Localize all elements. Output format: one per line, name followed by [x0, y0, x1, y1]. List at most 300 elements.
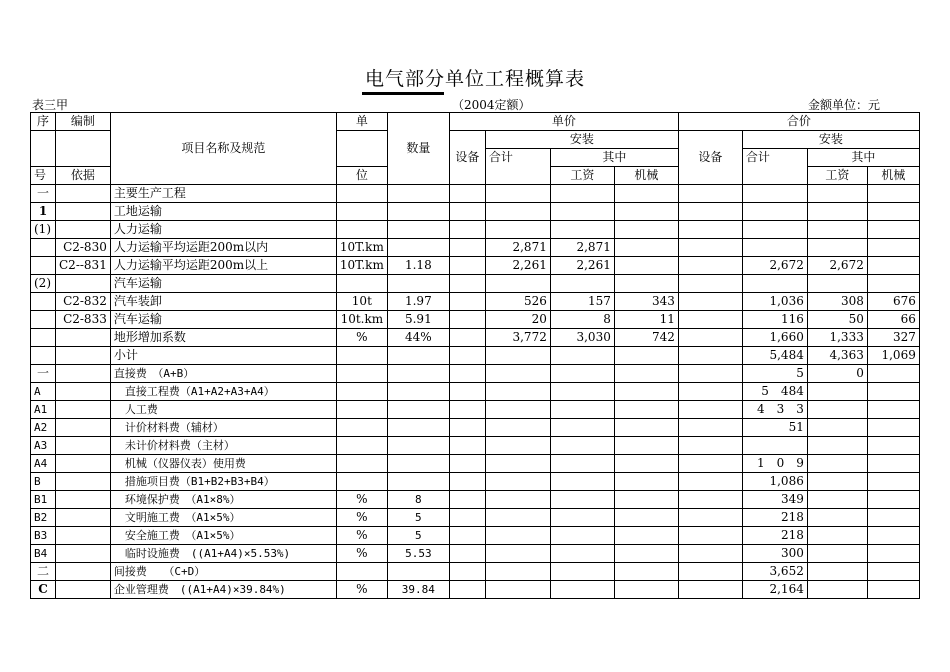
- cell-tm: [867, 455, 919, 473]
- cell-ut: [485, 365, 550, 383]
- cell-seq: [31, 347, 56, 365]
- cell-qty: [387, 365, 449, 383]
- cell-uw: [550, 221, 614, 239]
- cell-tt: 4 3 3: [742, 401, 807, 419]
- cell-basis: [56, 185, 111, 203]
- cell-seq: [31, 239, 56, 257]
- cell-tt: 2,672: [742, 257, 807, 275]
- cell-tm: 66: [867, 311, 919, 329]
- cell-ut: [485, 437, 550, 455]
- cell-ut: [485, 527, 550, 545]
- cell-tt: 349: [742, 491, 807, 509]
- cell-uw: [550, 347, 614, 365]
- cell-name: 主要生产工程: [110, 185, 336, 203]
- cell-seq: B3: [31, 527, 56, 545]
- cell-ue: [449, 239, 485, 257]
- cell-tm: [867, 563, 919, 581]
- cell-basis: [56, 383, 111, 401]
- cell-te: [678, 491, 742, 509]
- cell-uw: [550, 185, 614, 203]
- cell-tw: [807, 419, 867, 437]
- table-row: [31, 509, 920, 527]
- header-unit-equipment: 设备: [449, 131, 485, 185]
- cell-tt: [742, 239, 807, 257]
- cell-tw: [807, 383, 867, 401]
- cell-tw: [807, 545, 867, 563]
- cell-tw: [807, 239, 867, 257]
- cell-qty: 5.91: [387, 311, 449, 329]
- cell-qty: [387, 239, 449, 257]
- cell-name: 人工费: [110, 401, 336, 419]
- cell-um: [614, 545, 678, 563]
- cell-qty: [387, 203, 449, 221]
- cell-ue: [449, 257, 485, 275]
- table-row: [31, 365, 920, 383]
- cell-tm: [867, 203, 919, 221]
- table-row: [31, 563, 920, 581]
- cell-tt: [742, 437, 807, 455]
- cell-te: [678, 473, 742, 491]
- cell-tw: [807, 581, 867, 599]
- cell-unit: [336, 203, 387, 221]
- cell-um: [614, 239, 678, 257]
- cell-uw: [550, 437, 614, 455]
- table-row: [31, 221, 920, 239]
- cell-tw: [807, 455, 867, 473]
- cell-ue: [449, 545, 485, 563]
- header-unit-subtotal: 合计: [485, 149, 550, 185]
- cell-name: 小计: [110, 347, 336, 365]
- cell-tw: 0: [807, 365, 867, 383]
- cell-ue: [449, 329, 485, 347]
- cell-ut: [485, 509, 550, 527]
- header-unit-price: 单价: [449, 113, 678, 131]
- cell-ue: [449, 221, 485, 239]
- cell-basis: [56, 527, 111, 545]
- cell-tw: [807, 509, 867, 527]
- cell-te: [678, 455, 742, 473]
- cell-um: [614, 221, 678, 239]
- cell-uw: [550, 509, 614, 527]
- cell-tw: [807, 221, 867, 239]
- cell-uw: [550, 455, 614, 473]
- cell-unit: [336, 365, 387, 383]
- cell-seq: 一: [31, 185, 56, 203]
- cell-tm: [867, 257, 919, 275]
- cell-tm: [867, 437, 919, 455]
- cell-ue: [449, 473, 485, 491]
- quota-year: （2004定额）: [452, 98, 531, 112]
- cell-um: [614, 581, 678, 599]
- cell-tw: [807, 437, 867, 455]
- cell-tm: [867, 383, 919, 401]
- cell-te: [678, 419, 742, 437]
- table-row: [31, 437, 920, 455]
- cell-unit: 10T.km: [336, 239, 387, 257]
- cell-ue: [449, 419, 485, 437]
- cell-qty: [387, 347, 449, 365]
- cell-ue: [449, 275, 485, 293]
- cell-tt: [742, 221, 807, 239]
- table-row: [31, 293, 920, 311]
- cell-seq: B: [31, 473, 56, 491]
- header-basis: 编制: [56, 113, 111, 131]
- cell-name: 临时设施费 ((A1+A4)×5.53%): [110, 545, 336, 563]
- cell-um: [614, 419, 678, 437]
- cell-uw: 2,871: [550, 239, 614, 257]
- cell-um: [614, 347, 678, 365]
- cell-um: [614, 473, 678, 491]
- table-row: [31, 329, 920, 347]
- cell-name: 未计价材料费（主材）: [110, 437, 336, 455]
- cell-basis: [56, 365, 111, 383]
- cell-ue: [449, 491, 485, 509]
- cell-um: [614, 563, 678, 581]
- cell-qty: [387, 563, 449, 581]
- cell-qty: [387, 419, 449, 437]
- cell-seq: B1: [31, 491, 56, 509]
- cell-qty: 1.18: [387, 257, 449, 275]
- cell-te: [678, 509, 742, 527]
- cell-qty: [387, 455, 449, 473]
- cell-unit: %: [336, 509, 387, 527]
- cell-te: [678, 203, 742, 221]
- cell-unit: 10T.km: [336, 257, 387, 275]
- cell-tt: [742, 203, 807, 221]
- cell-seq: B4: [31, 545, 56, 563]
- cell-tw: 1,333: [807, 329, 867, 347]
- cell-qty: [387, 185, 449, 203]
- cell-unit: [336, 455, 387, 473]
- cell-ue: [449, 563, 485, 581]
- cell-te: [678, 347, 742, 365]
- cell-tt: [742, 275, 807, 293]
- header-total-equipment: 设备: [678, 131, 742, 185]
- cell-seq: (1): [31, 221, 56, 239]
- cell-tw: [807, 203, 867, 221]
- table-code: 表三甲: [32, 98, 69, 112]
- cell-ue: [449, 185, 485, 203]
- cell-qty: [387, 383, 449, 401]
- cell-basis: [56, 347, 111, 365]
- cell-name: 汽车装卸: [110, 293, 336, 311]
- cell-ue: [449, 293, 485, 311]
- cell-tm: [867, 491, 919, 509]
- header-unit-bottom: 位: [336, 167, 387, 185]
- cell-basis: [56, 455, 111, 473]
- cell-name: 人力运输平均运距200m以上: [110, 257, 336, 275]
- cell-name: 汽车运输: [110, 275, 336, 293]
- cell-te: [678, 275, 742, 293]
- cell-ut: [485, 545, 550, 563]
- cell-tt: 1,086: [742, 473, 807, 491]
- cell-seq: 二: [31, 563, 56, 581]
- cell-basis: [56, 581, 111, 599]
- cell-qty: 39.84: [387, 581, 449, 599]
- cell-te: [678, 329, 742, 347]
- cell-tw: [807, 275, 867, 293]
- cell-unit: [336, 419, 387, 437]
- header-total-subtotal: 合计: [742, 149, 807, 185]
- cell-tt: 218: [742, 509, 807, 527]
- cell-te: [678, 365, 742, 383]
- cell-name: 环境保护费 （A1×8%）: [110, 491, 336, 509]
- cell-uw: [550, 365, 614, 383]
- cell-tw: [807, 491, 867, 509]
- cell-uw: [550, 473, 614, 491]
- cell-unit: %: [336, 545, 387, 563]
- table-row: [31, 275, 920, 293]
- cell-seq: (2): [31, 275, 56, 293]
- table-row: [31, 473, 920, 491]
- cell-seq: A1: [31, 401, 56, 419]
- cell-qty: 5: [387, 527, 449, 545]
- cell-basis: [56, 473, 111, 491]
- cell-um: [614, 401, 678, 419]
- cell-ut: [485, 221, 550, 239]
- cell-um: [614, 185, 678, 203]
- estimate-table: [30, 112, 920, 599]
- cell-tt: 2,164: [742, 581, 807, 599]
- cell-ut: 2,261: [485, 257, 550, 275]
- cell-um: 11: [614, 311, 678, 329]
- cell-tw: 4,363: [807, 347, 867, 365]
- cell-ut: [485, 419, 550, 437]
- cell-name: 人力运输: [110, 221, 336, 239]
- cell-unit: [336, 563, 387, 581]
- cell-basis: [56, 221, 111, 239]
- cell-tt: 218: [742, 527, 807, 545]
- cell-qty: [387, 221, 449, 239]
- header-total-wage: 工资: [807, 167, 867, 185]
- header-seq: 序: [31, 113, 56, 131]
- cell-ut: 3,772: [485, 329, 550, 347]
- cell-uw: 8: [550, 311, 614, 329]
- cell-unit: %: [336, 329, 387, 347]
- cell-basis: [56, 419, 111, 437]
- cell-qty: [387, 401, 449, 419]
- cell-te: [678, 545, 742, 563]
- cell-um: [614, 203, 678, 221]
- cell-tm: 327: [867, 329, 919, 347]
- cell-seq: [31, 311, 56, 329]
- cell-uw: 2,261: [550, 257, 614, 275]
- cell-basis: C2--831: [56, 257, 111, 275]
- table-row: [31, 419, 920, 437]
- cell-qty: [387, 275, 449, 293]
- cell-unit: [336, 437, 387, 455]
- cell-seq: A4: [31, 455, 56, 473]
- cell-unit: %: [336, 581, 387, 599]
- cell-ut: 526: [485, 293, 550, 311]
- cell-qty: 44%: [387, 329, 449, 347]
- cell-basis: [56, 437, 111, 455]
- header-qty: 数量: [387, 113, 449, 185]
- cell-tw: [807, 473, 867, 491]
- cell-ut: [485, 581, 550, 599]
- cell-tt: 5: [742, 365, 807, 383]
- cell-ut: [485, 185, 550, 203]
- cell-ue: [449, 455, 485, 473]
- cell-ue: [449, 509, 485, 527]
- cell-tt: 5 484: [742, 383, 807, 401]
- table-row: [31, 311, 920, 329]
- cell-tm: [867, 365, 919, 383]
- cell-basis: C2-833: [56, 311, 111, 329]
- header-unit-wage: 工资: [550, 167, 614, 185]
- table-row: [31, 239, 920, 257]
- cell-um: [614, 509, 678, 527]
- cell-unit: 10t.km: [336, 311, 387, 329]
- table-row: [31, 455, 920, 473]
- cell-name: 机械（仪器仪表）使用费: [110, 455, 336, 473]
- cell-tm: [867, 401, 919, 419]
- cell-ut: [485, 203, 550, 221]
- cell-um: [614, 491, 678, 509]
- cell-uw: [550, 203, 614, 221]
- cell-tt: 3,652: [742, 563, 807, 581]
- cell-seq: [31, 293, 56, 311]
- header-basis-bottom: 依据: [56, 167, 111, 185]
- cell-qty: [387, 437, 449, 455]
- title-underline: [362, 92, 444, 95]
- cell-uw: [550, 527, 614, 545]
- cell-tm: [867, 185, 919, 203]
- cell-qty: [387, 473, 449, 491]
- table-row: [31, 527, 920, 545]
- cell-ue: [449, 203, 485, 221]
- cell-uw: 3,030: [550, 329, 614, 347]
- cell-tw: [807, 563, 867, 581]
- cell-te: [678, 401, 742, 419]
- cell-ue: [449, 311, 485, 329]
- cell-te: [678, 185, 742, 203]
- cell-te: [678, 527, 742, 545]
- cell-tm: [867, 419, 919, 437]
- cell-name: 安全施工费 （A1×5%）: [110, 527, 336, 545]
- cell-name: 直接工程费（A1+A2+A3+A4）: [110, 383, 336, 401]
- cell-name: 工地运输: [110, 203, 336, 221]
- cell-uw: [550, 383, 614, 401]
- cell-qty: 5.53: [387, 545, 449, 563]
- cell-tt: 1 0 9: [742, 455, 807, 473]
- cell-tt: 1,036: [742, 293, 807, 311]
- cell-um: 742: [614, 329, 678, 347]
- cell-ut: 20: [485, 311, 550, 329]
- table-row: [31, 203, 920, 221]
- cell-um: [614, 437, 678, 455]
- cell-ut: [485, 455, 550, 473]
- header-name: 项目名称及规范: [110, 113, 336, 185]
- cell-basis: [56, 275, 111, 293]
- cell-ue: [449, 347, 485, 365]
- cell-uw: [550, 491, 614, 509]
- cell-um: [614, 257, 678, 275]
- cell-unit: %: [336, 491, 387, 509]
- cell-unit: [336, 473, 387, 491]
- cell-uw: [550, 419, 614, 437]
- table-row: [31, 545, 920, 563]
- cell-tm: [867, 581, 919, 599]
- page-title: 电气部分单位工程概算表: [364, 68, 585, 90]
- cell-basis: [56, 509, 111, 527]
- cell-te: [678, 563, 742, 581]
- cell-tm: 676: [867, 293, 919, 311]
- cell-tm: [867, 221, 919, 239]
- cell-uw: 157: [550, 293, 614, 311]
- cell-um: [614, 383, 678, 401]
- header-unit: 单: [336, 113, 387, 131]
- cell-name: 直接费 （A+B）: [110, 365, 336, 383]
- cell-tw: 308: [807, 293, 867, 311]
- cell-ue: [449, 401, 485, 419]
- cell-tm: [867, 473, 919, 491]
- cell-basis: C2-832: [56, 293, 111, 311]
- cell-tt: 5,484: [742, 347, 807, 365]
- cell-seq: 一: [31, 365, 56, 383]
- cell-uw: [550, 275, 614, 293]
- table-row: [31, 581, 920, 599]
- cell-um: 343: [614, 293, 678, 311]
- cell-unit: [336, 275, 387, 293]
- cell-ut: [485, 491, 550, 509]
- cell-seq: A3: [31, 437, 56, 455]
- cell-tw: [807, 401, 867, 419]
- cell-basis: [56, 491, 111, 509]
- cell-tm: [867, 509, 919, 527]
- cell-tm: [867, 545, 919, 563]
- cell-te: [678, 293, 742, 311]
- cell-uw: [550, 581, 614, 599]
- cell-seq: [31, 329, 56, 347]
- cell-um: [614, 455, 678, 473]
- cell-uw: [550, 563, 614, 581]
- table-row: [31, 401, 920, 419]
- cell-unit: 10t: [336, 293, 387, 311]
- cell-te: [678, 581, 742, 599]
- header-unit-among: 其中: [550, 149, 678, 167]
- cell-name: 企业管理费 ((A1+A4)×39.84%): [110, 581, 336, 599]
- table-row: [31, 347, 920, 365]
- cell-tt: 300: [742, 545, 807, 563]
- cell-seq: [31, 257, 56, 275]
- header-total-price: 合价: [678, 113, 919, 131]
- cell-tm: [867, 275, 919, 293]
- cell-unit: [336, 383, 387, 401]
- cell-ut: [485, 347, 550, 365]
- cell-seq: A: [31, 383, 56, 401]
- cell-ut: [485, 275, 550, 293]
- cell-ut: [485, 401, 550, 419]
- cell-unit: [336, 221, 387, 239]
- cell-tm: 1,069: [867, 347, 919, 365]
- cell-name: 人力运输平均运距200m以内: [110, 239, 336, 257]
- cell-unit: [336, 347, 387, 365]
- cell-basis: [56, 203, 111, 221]
- cell-qty: 5: [387, 509, 449, 527]
- cell-qty: 8: [387, 491, 449, 509]
- cell-tm: [867, 239, 919, 257]
- cell-ue: [449, 437, 485, 455]
- cell-uw: [550, 401, 614, 419]
- header-unit-machine: 机械: [614, 167, 678, 185]
- cell-name: 文明施工费 （A1×5%）: [110, 509, 336, 527]
- cell-name: 汽车运输: [110, 311, 336, 329]
- cell-seq: 1: [31, 203, 56, 221]
- cell-tw: 2,672: [807, 257, 867, 275]
- cell-unit: [336, 185, 387, 203]
- cell-ue: [449, 527, 485, 545]
